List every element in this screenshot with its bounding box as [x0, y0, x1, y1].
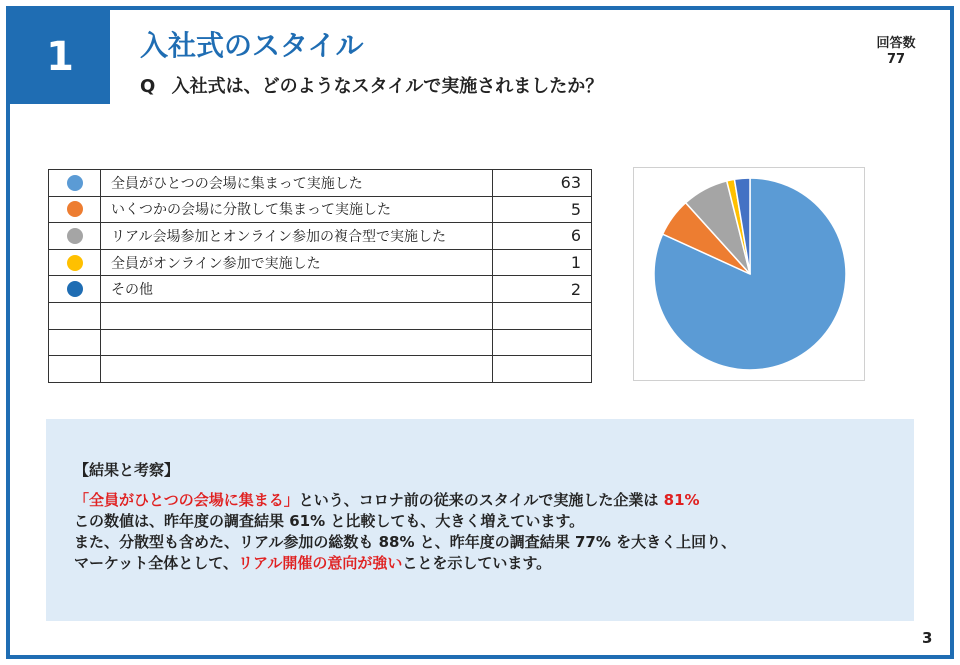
legend-label: リアル会場参加とオンライン参加の複合型で実施した — [101, 223, 493, 250]
legend-dot-cell — [49, 276, 101, 303]
result-text-4a: マーケット全体として、 — [74, 554, 238, 572]
result-line-4 — [74, 553, 904, 574]
legend-color-dot — [67, 201, 83, 217]
legend-row — [49, 276, 592, 303]
page-title: 入社式のスタイル — [140, 29, 364, 62]
legend-table — [48, 169, 592, 383]
legend-dot-cell — [49, 170, 101, 197]
responses-label: 回答数 — [876, 36, 916, 51]
legend-color-dot — [67, 255, 83, 271]
legend-row-empty — [49, 356, 592, 383]
result-highlight-1: 「全員がひとつの会場に集まる」 — [74, 491, 299, 509]
legend-row — [49, 196, 592, 223]
result-highlight-2: リアル開催の意向が強い — [237, 554, 403, 572]
pie-chart-box — [633, 167, 865, 381]
result-body — [74, 490, 904, 574]
page-number: 3 — [922, 629, 933, 647]
responses — [858, 36, 934, 68]
legend-value: 5 — [493, 196, 592, 223]
question — [140, 72, 603, 98]
result-box — [46, 419, 914, 621]
legend-dot-cell — [49, 249, 101, 276]
section-number: 1 — [10, 10, 110, 104]
legend-color-dot — [67, 228, 83, 244]
result-line-1 — [74, 490, 904, 511]
pie-chart — [634, 168, 866, 382]
legend-row — [49, 170, 592, 197]
legend-value: 6 — [493, 223, 592, 250]
legend-color-dot — [67, 281, 83, 297]
result-line-2: この数値は、昨年度の調査結果 61% と比較しても、大きく増えています。 — [74, 512, 585, 530]
legend-label: 全員がひとつの会場に集まって実施した — [101, 170, 493, 197]
legend-dot-cell — [49, 223, 101, 250]
legend-label: 全員がオンライン参加で実施した — [101, 249, 493, 276]
legend-row — [49, 223, 592, 250]
legend-row-empty — [49, 302, 592, 329]
question-text: 入社式は、どのようなスタイルで実施されましたか？ — [171, 76, 604, 97]
result-line-3: また、分散型も含めた、リアル参加の総数も 88% と、昨年度の調査結果 77% を大きく上回り、 — [74, 533, 737, 551]
result-text-1: という、コロナ前の従来のスタイルで実施した企業は — [298, 491, 664, 509]
legend-row — [49, 249, 592, 276]
legend-value: 2 — [493, 276, 592, 303]
legend-value: 63 — [493, 170, 592, 197]
legend-label: いくつかの会場に分散して集まって実施した — [101, 196, 493, 223]
legend-label: その他 — [101, 276, 493, 303]
legend-value: 1 — [493, 249, 592, 276]
legend-color-dot — [67, 175, 83, 191]
legend-row-empty — [49, 329, 592, 356]
result-percent: 81% — [663, 491, 700, 509]
result-text-4b: ことを示しています。 — [402, 554, 552, 572]
legend-dot-cell — [49, 196, 101, 223]
question-mark: Q — [140, 76, 156, 97]
responses-count: 77 — [886, 52, 906, 67]
result-heading: 【結果と考察】 — [74, 461, 180, 479]
